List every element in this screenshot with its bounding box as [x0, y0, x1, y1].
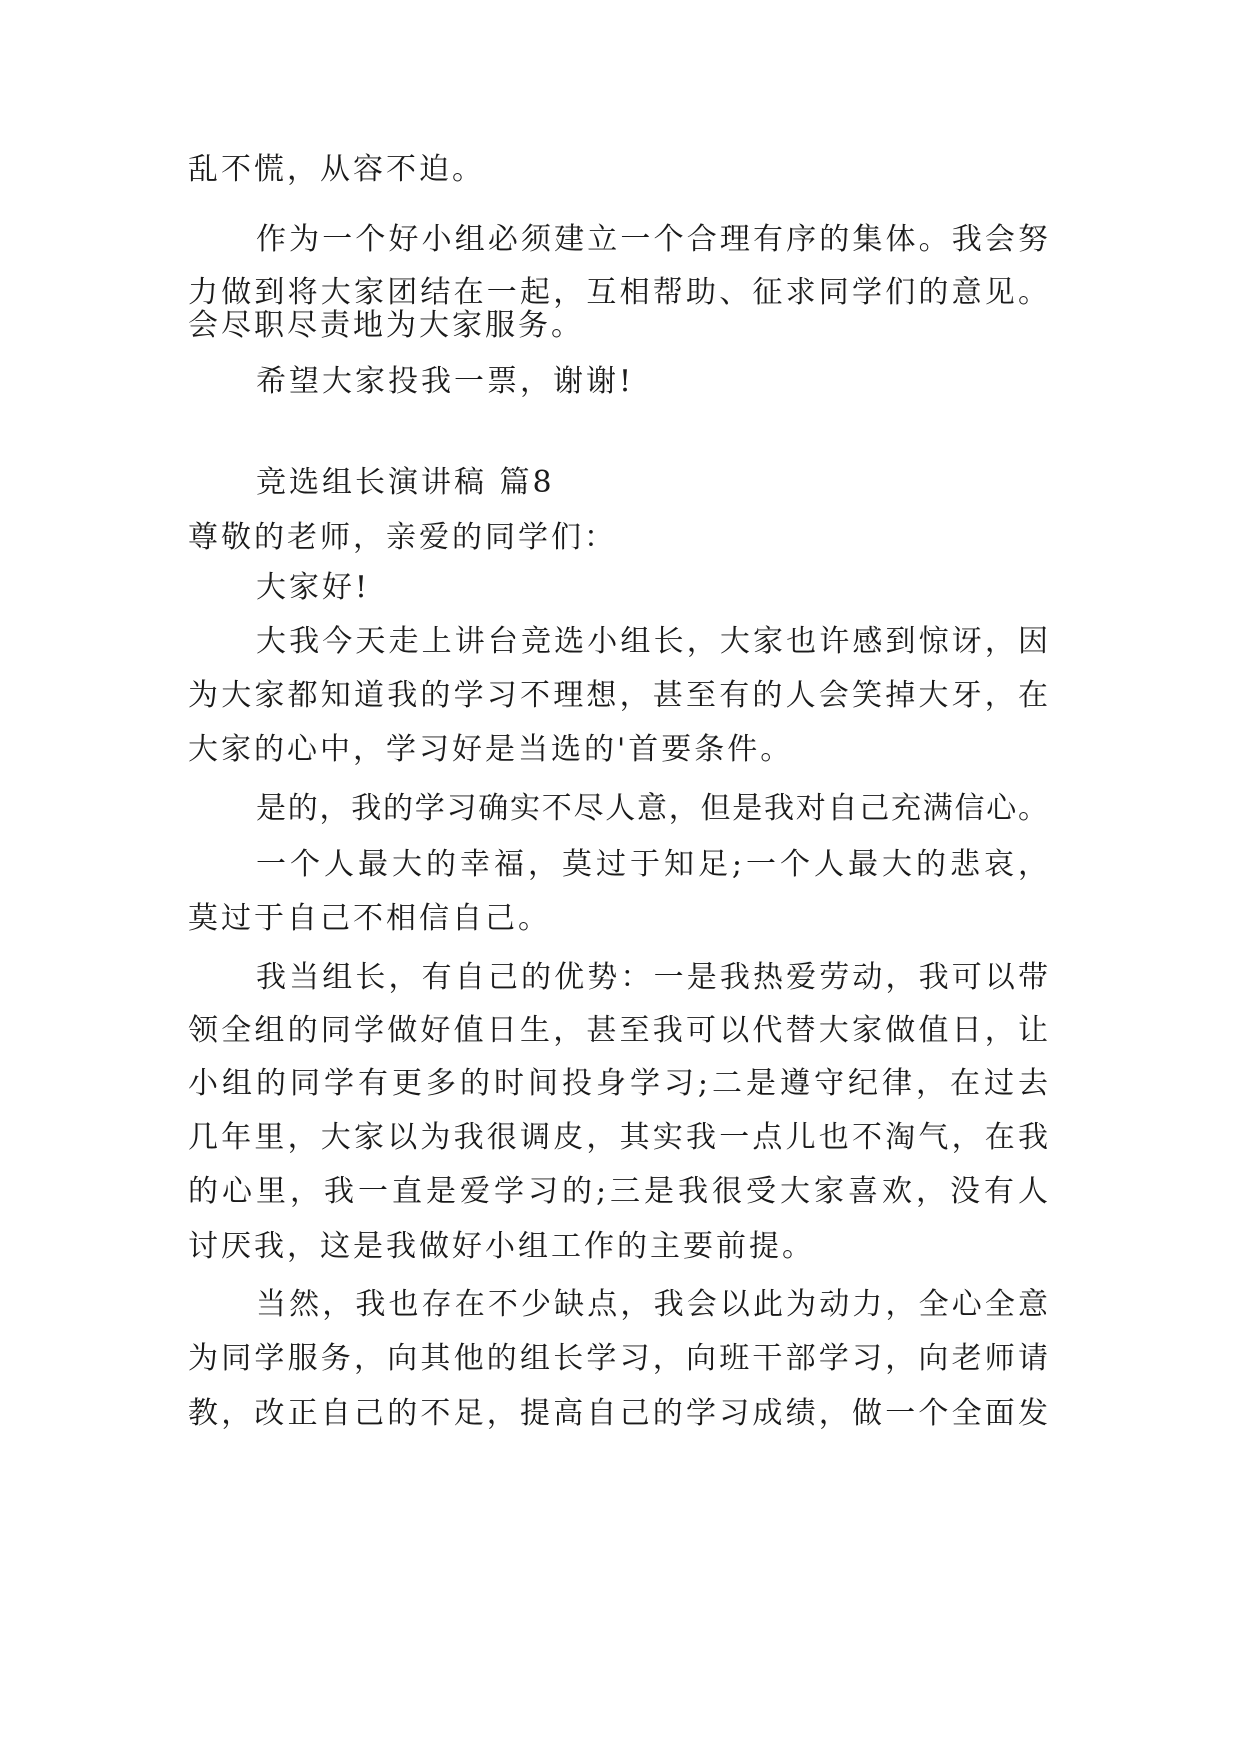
- paragraph-line: 小组的同学有更多的时间投身学习;二是遵守纪律，在过去: [188, 1066, 1048, 1101]
- paragraph-line: 为同学服务，向其他的组长学习，向班干部学习，向老师请: [188, 1341, 1048, 1376]
- paragraph-line: 的心里，我一直是爱学习的;三是我很受大家喜欢，没有人: [188, 1174, 1048, 1209]
- paragraph-line: 大家的心中，学习好是当选的'首要条件。: [188, 732, 794, 767]
- paragraph-line: 为大家都知道我的学习不理想，甚至有的人会笑掉大牙，在: [188, 678, 1048, 713]
- paragraph-line: 我当组长，有自己的优势：一是我热爱劳动，我可以带: [256, 960, 1048, 995]
- paragraph-line: 作为一个好小组必须建立一个合理有序的集体。我会努: [256, 222, 1048, 257]
- paragraph-line: 是的，我的学习确实不尽人意，但是我对自己充满信心。: [256, 791, 1048, 826]
- paragraph-line: 希望大家投我一票，谢谢!: [256, 364, 635, 399]
- paragraph-line: 莫过于自己不相信自己。: [188, 901, 551, 936]
- paragraph-line: 几年里，大家以为我很调皮，其实我一点儿也不淘气，在我: [188, 1120, 1048, 1155]
- paragraph-line: 讨厌我，这是我做好小组工作的主要前提。: [188, 1229, 815, 1264]
- section-heading: 竞选组长演讲稿 篇8: [256, 465, 555, 500]
- paragraph-line: 大我今天走上讲台竞选小组长，大家也许感到惊讶，因: [256, 624, 1048, 659]
- paragraph-line: 一个人最大的幸福，莫过于知足;一个人最大的悲哀，: [256, 847, 1048, 882]
- paragraph-line: 乱不慌，从容不迫。: [188, 152, 485, 187]
- paragraph-line: 教，改正自己的不足，提高自己的学习成绩，做一个全面发: [188, 1396, 1048, 1431]
- greeting: 大家好!: [256, 570, 371, 605]
- paragraph-line: 会尽职尽责地为大家服务。: [188, 308, 584, 343]
- paragraph-line: 领全组的同学做好值日生，甚至我可以代替大家做值日，让: [188, 1013, 1048, 1048]
- paragraph-line: 当然，我也存在不少缺点，我会以此为动力，全心全意: [256, 1287, 1048, 1322]
- paragraph-line: 力做到将大家团结在一起，互相帮助、征求同学们的意见。: [188, 275, 1048, 310]
- salutation: 尊敬的老师，亲爱的同学们：: [188, 520, 617, 555]
